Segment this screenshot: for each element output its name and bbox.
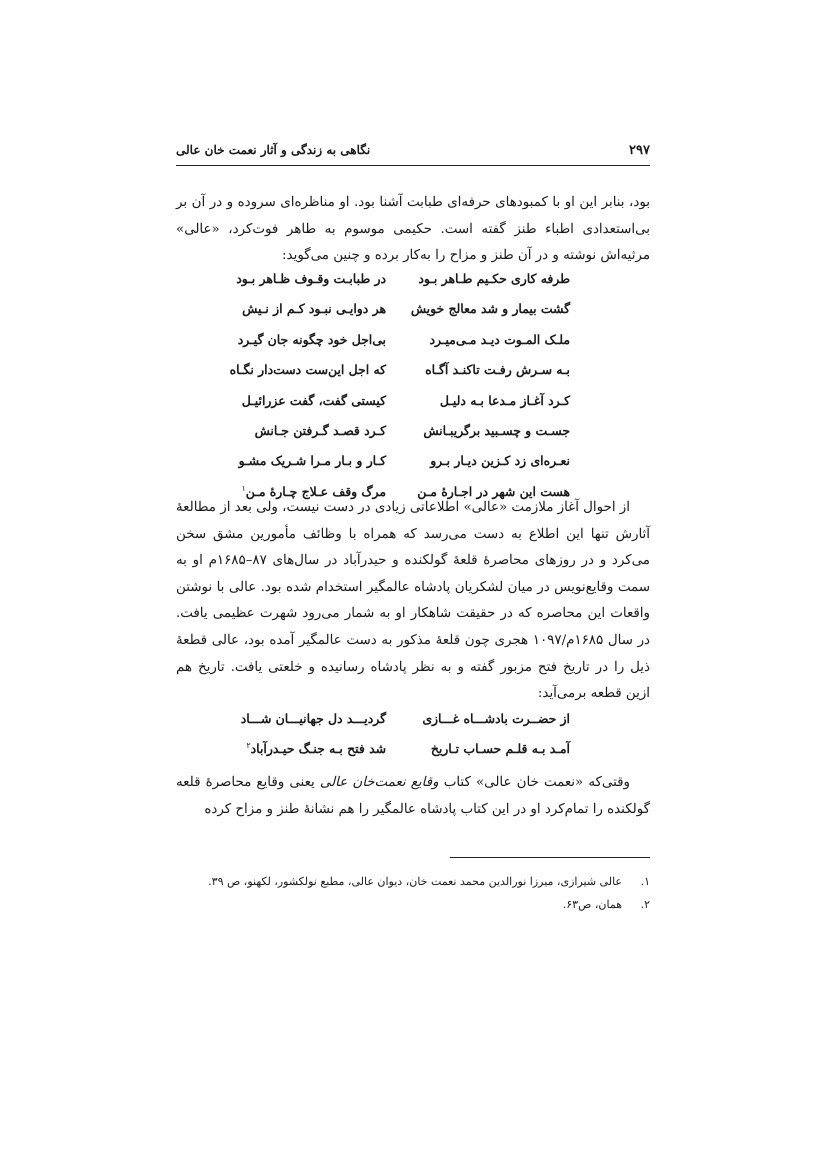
verse-second-hemistich: کـرد قصـد گـرفتن جـانش (254, 422, 386, 438)
footnote (176, 870, 650, 893)
verse-first-hemistich: بـه سـرش رفـت تاکنـد آگـاه (425, 362, 570, 378)
poem-verse (176, 301, 650, 331)
verse-first-hemistich: جسـت و چسـبید برگریبـانش (423, 422, 570, 438)
paragraph-biography (176, 495, 650, 708)
running-header (176, 143, 650, 165)
poem-elegy (176, 271, 650, 514)
header-divider (176, 165, 650, 166)
verse-first-hemistich: نعـره‌ای زد کـزین دیـار بـرو (430, 453, 570, 469)
book-title: وقایع نعمت‌خان عالی (319, 775, 439, 790)
verse-second-hemistich: کیستی گفت، گفت عزرائیـل (241, 392, 386, 408)
verse-second-hemistich: گردیـــد دل جهانیـــان شـــاد (240, 711, 386, 726)
verse-second-hemistich: در طبابـت وقـوف ظـاهر بـود (236, 271, 386, 286)
footnote-divider (450, 857, 650, 858)
verse-first-hemistich: هست این شهر در اجـارۀ مـن (417, 483, 570, 499)
verse-first-hemistich: طرفه کاری حکـیم طـاهر بـود (418, 271, 570, 286)
hemistich-text: مرگ وقف عـلاج چـارۀ مـن (245, 483, 386, 499)
poem-chronogram (176, 711, 650, 772)
poem-verse (176, 453, 650, 483)
footnote (176, 893, 650, 916)
paragraph-text: از احوال آغاز ملازمت «عالی» اطلاعاتی زیادی در دست نیست، ولی بعد از مطالعۀ آثارش تنها این اطلاع به دست می‌رسد که همراه با وظائف مأمورین مشق سخن می‌کرد و در روزهای محاصرۀ قلعۀ گولکنده و حیدرآباد در سال‌های ۸۷–۱۶۸۵م او به سمت وقایع‌نویس در میان لشکریان پادشاه عالمگیر استخدام شده بود. عالی با نوشتن واقعات این محاصره که در حقیقت شاهکار او به شمار می‌رود شهرت عظیمی یافت. در سال ۱۶۸۵م/۱۰۹۷ هجری چون قلعۀ مذکور به دست عالمگیر آمده بود، عالی قطعۀ ذیل را در تاریخ فتح مزبور گفته و به نظر پادشاه رسانیده و خلعتی یافت. تاریخ هم ازین قطعه برمی‌آید: (176, 500, 650, 702)
hemistich-text: شد فتح بـه جنـگ حیـدرآباد (250, 741, 386, 757)
verse-second-hemistich: بی‌اجل خود چگونه جان گیـرد (237, 331, 386, 347)
running-title: نگاهی به زندگی و آثار نعمت خان عالی (176, 143, 371, 157)
poem-verse (176, 332, 650, 362)
paragraph-text (176, 770, 650, 823)
paragraph-intro (176, 190, 650, 270)
verse-first-hemistich: از حضــرت بادشـــاه غـــازی (422, 711, 570, 726)
verse-first-hemistich: ملـک المـوت دیـد مـی‌میـرد (429, 331, 570, 347)
poem-verse (176, 711, 650, 741)
footnote-number: ۲. (640, 898, 650, 911)
page-number: ۲۹۷ (629, 143, 650, 158)
poem-verse (176, 423, 650, 453)
verse-first-hemistich: آمـد بـه قلـم حسـاب تـاریخ (430, 741, 570, 757)
footnote-text: عالی شیرازی، میرزا نورالدین محمد نعمت خان، دیوان عالی، مطبع نولکشور، لکهنو، ص ۳۹. (208, 875, 622, 888)
verse-second-hemistich: هر دوایـی نبـود کـم از نـیش (242, 301, 386, 317)
verse-first-hemistich: گشت بیمار و شد معالج خویش (410, 301, 570, 317)
text-run: وقتی‌که «نعمت خان عالی» کتاب (438, 775, 630, 790)
verse-second-hemistich: کـار و بـار مـرا شـریک مشـو (238, 453, 386, 469)
poem-verse (176, 271, 650, 301)
footnote-number: ۱. (640, 875, 650, 888)
verse-second-hemistich (246, 741, 386, 756)
paragraph-text: بود، بنابر این او با کمبودهای حرفه‌ای طبابت آشنا بود. او مناظره‌ای سروده و در آن بر بی‌استعدادی اطباء طنز گفته است. حکیمی موسوم به طاهر فوت‌کرد، «عالی» مرثیه‌اش نوشته و در آن طنز و مزاح را به‌کار برده و چنین می‌گوید: (176, 195, 650, 264)
footnote-marker: ۱ (241, 483, 246, 493)
text-run: یعنی وقایع محاصرۀ قلعه گولکنده را تمام‌کرد او در این کتاب پادشاه عالمگیر را هم نشانۀ طنز و مزاح کرده (176, 775, 650, 817)
poem-verse (176, 741, 650, 771)
verse-second-hemistich: که اجل این‌ست دست‌دار نگـاه (229, 362, 386, 378)
poem-verse (176, 362, 650, 392)
footnote-text: همان، ص۶۳. (562, 898, 622, 911)
verse-first-hemistich: کـرد آغـاز مـدعا بـه دلیـل (439, 392, 570, 408)
poem-verse (176, 393, 650, 423)
footnote-marker: ۲ (246, 741, 251, 751)
footnotes (176, 870, 650, 916)
paragraph-conclusion (176, 770, 650, 823)
